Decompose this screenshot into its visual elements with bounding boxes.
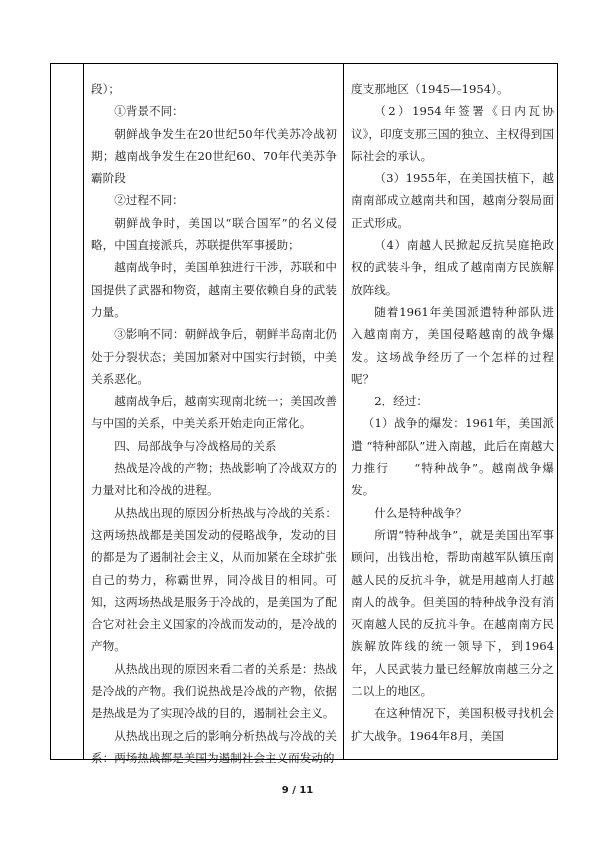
paragraph: 朝鲜战争时，美国以“联合国军”的名义侵略，中国直接派兵，苏联提供军事援助；	[91, 215, 337, 253]
paragraph: 朝鲜战争发生在20世纪50年代美苏冷战初期；越南战争发生在20世纪60、70年代美苏争霸阶段	[91, 126, 337, 186]
paragraph: ③影响不同：朝鲜战争后，朝鲜半岛南北仍处于分裂状态；美国加紧对中国实行封锁，中美关系恶化。	[91, 327, 337, 386]
paragraph: ①背景不同：	[114, 104, 184, 119]
paragraph: 从热战出现之后的影响分析热战与冷战的关系：两场热战都是美国为遏制社会主义而发动的	[91, 728, 337, 765]
paragraph: 2．经过：	[374, 394, 428, 409]
paragraph: 什么是特种战争？	[374, 505, 467, 520]
paragraph: 从热战出现的原因分析热战与冷战的关系：这两场热战都是美国发动的侵略战争，发动的目的都是为了遏制社会主义，从而加紧在全球扩张自己的势力，称霸世界，同冷战目的相同。可知，这两场热战是服务于冷战的，是美国为了配合它对社会主义国家的冷战而发动的，是冷战的产物。	[91, 505, 337, 654]
paragraph: 度支那地区（1945—1954）。	[351, 82, 509, 96]
paragraph: 在这种情况下，美国积极寻找机会扩大战争。1964年8月，美国	[351, 706, 554, 743]
paragraph: 越南战争后，越南实现南北统一；美国改善与中国的关系，中美关系开始走向正常化。	[91, 394, 337, 431]
paragraph: 越南战争时，美国单独进行干涉，苏联和中国提供了武器和物资，越南主要依赖自身的武装力量。	[91, 260, 337, 319]
paragraph: （1）战争的爆发：1961年，美国派遣 “特种部队”进入南越，此后在南越大力推行 “特种战争”。越南战争爆发。	[351, 416, 554, 498]
paragraph: 热战是冷战的产物；热战影响了冷战双方的力量对比和冷战的进程。	[91, 461, 337, 498]
page-number: 9 / 11	[281, 785, 314, 796]
paragraph: 所谓“特种战争”，就是美国出军事顾问，出钱出枪，帮助南越军队镇压南越人民的反抗斗争，就是用越南人打越南人的战争。但美国的特种战争没有消灭南越人民的反抗斗争。在越南南方民族解放阵线的统一领导下，到1964年，人民武装力量已经解放南越三分之二以上的地区。	[351, 527, 554, 699]
student-activity-column	[351, 78, 554, 747]
column-divider	[83, 64, 84, 759]
paragraph: （3）1955年，在美国扶植下，越南南部成立越南共和国，越南分裂局面正式形成。	[351, 171, 554, 230]
paragraph: 四、局部战争与冷战格局的关系	[114, 438, 277, 453]
paragraph: ②过程不同：	[114, 193, 184, 208]
paragraph: 从热战出现的原因来看二者的关系是：热战是冷战的产物。我们说热战是冷战的产物，依据是热战是为了实现冷战的目的，遏制社会主义。	[91, 661, 337, 721]
column-divider	[343, 64, 344, 759]
paragraph: （2）1954年签署《日内瓦协议》，印度支那三国的独立、主权得到国际社会的承认。	[351, 104, 554, 163]
paragraph: （4）南越人民掀起反抗吴庭艳政权的武装斗争，组成了越南南方民族解放阵线。	[351, 238, 554, 297]
teaching-content-column	[91, 78, 337, 769]
paragraph: 随着1961年美国派遣特种部队进入越南南方，美国侵略越南的战争爆发。这场战争经历了一个怎样的过程呢？	[351, 304, 554, 386]
content-table	[50, 63, 558, 765]
paragraph: 段）；	[91, 82, 120, 96]
